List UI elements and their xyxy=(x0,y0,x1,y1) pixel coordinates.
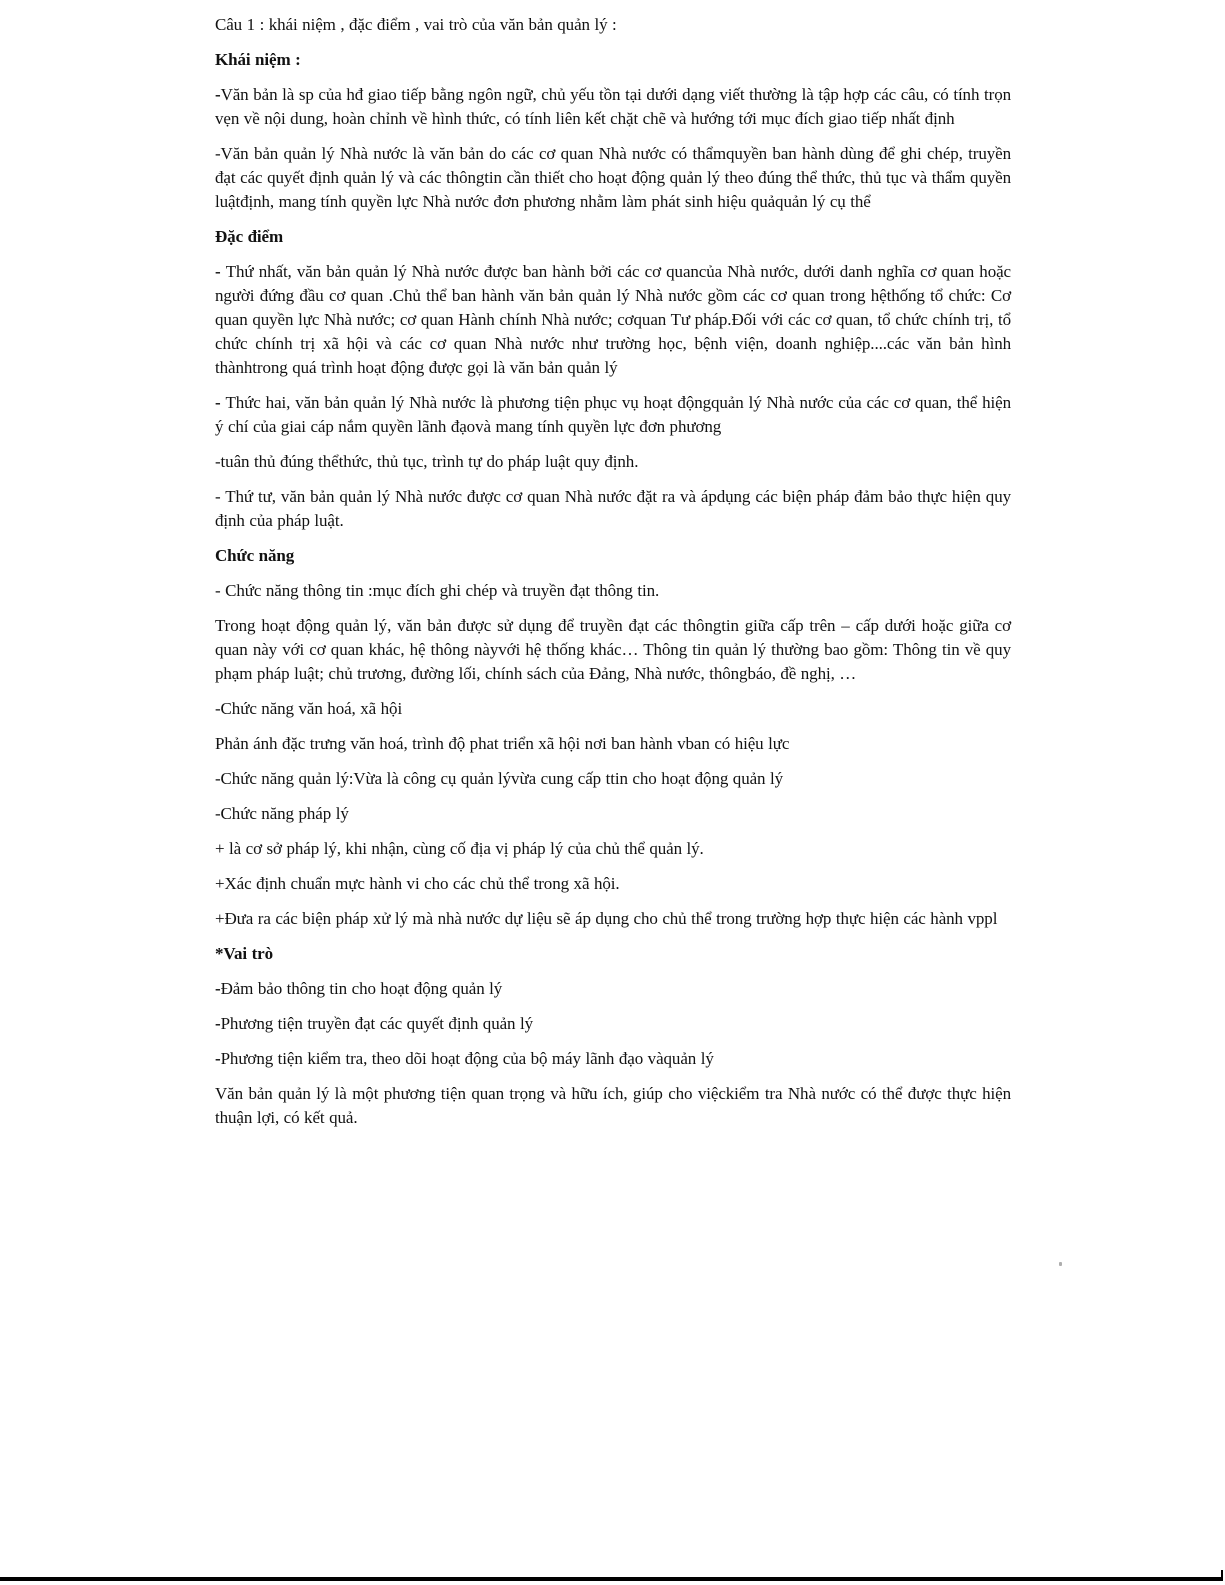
paragraph-text: -Chức năng văn hoá, xã hội xyxy=(215,699,403,718)
paragraph-prefix: - xyxy=(215,1014,221,1033)
text-content xyxy=(215,13,1011,1141)
paragraph-text: + là cơ sở pháp lý, khi nhận, cùng cố địa vị pháp lý của chủ thể quản lý. xyxy=(215,839,704,858)
paragraph-text: Thức hai, văn bản quản lý Nhà nước là phương tiện phục vụ hoạt độngquản lý Nhà nước của các cơ quan, thể hiện ý chí của giai cáp nắm quyền lãnh đạovà mang tính quyền lực đơn phương xyxy=(215,393,1011,436)
paragraph xyxy=(215,450,1011,474)
paragraph-text: Phương tiện kiểm tra, theo dõi hoạt động của bộ máy lãnh đạo vàquản lý xyxy=(220,1049,714,1068)
paragraph-text: -tuân thủ đúng thểthức, thủ tục, trình tự do pháp luật quy định. xyxy=(215,452,639,471)
heading-text: Khái niệm : xyxy=(215,50,301,69)
paragraph xyxy=(215,907,1011,931)
section-heading-dac-diem xyxy=(215,225,1011,249)
heading-text: Đặc điểm xyxy=(215,227,284,246)
paragraph xyxy=(215,614,1011,686)
paragraph xyxy=(215,391,1011,439)
paragraph-text: - Thứ tư, văn bản quản lý Nhà nước được cơ quan Nhà nước đặt ra và ápdụng các biện pháp đảm bảo thực hiện quy định của pháp luật. xyxy=(215,487,1011,530)
paragraph-text: +Xác định chuẩn mực hành vi cho các chủ thể trong xã hội. xyxy=(215,874,620,893)
page-bottom-rule xyxy=(0,1577,1223,1581)
paragraph xyxy=(215,977,1011,1001)
paragraph xyxy=(215,1012,1011,1036)
paragraph xyxy=(215,767,1011,791)
paragraph-text: -Văn bản quản lý Nhà nước là văn bản do các cơ quan Nhà nước có thẩmquyền ban hành dùng để ghi chép, truyền đạt các quyết định quản lý và các thôngtin cần thiết cho hoạt động quản lý theo đúng thể thức, thủ tục và thẩm quyền luậtđịnh, mang tính quyền lực Nhà nước đơn phương nhằm làm phát sinh hiệu quảquản lý cụ thể xyxy=(215,144,1011,211)
paragraph xyxy=(215,1082,1011,1130)
question-title xyxy=(215,13,1011,37)
paragraph xyxy=(215,83,1011,131)
section-heading-chuc-nang xyxy=(215,544,1011,568)
paragraph xyxy=(215,260,1011,380)
paragraph xyxy=(215,485,1011,533)
scan-artifact-speck xyxy=(1059,1262,1062,1266)
paragraph xyxy=(215,142,1011,214)
paragraph xyxy=(215,1047,1011,1071)
paragraph-text: Phản ánh đặc trưng văn hoá, trình độ phat triển xã hội nơi ban hành vban có hiệu lực xyxy=(215,734,790,753)
paragraph-prefix: - xyxy=(215,85,221,104)
paragraph-text: Trong hoạt động quản lý, văn bản được sử dụng để truyền đạt các thôngtin giữa cấp trên – cấp dưới hoặc giữa cơ quan này với cơ quan khác, hệ thông nàyvới hệ thống khác… Thông tin quản lý thường bao gồm: Thông tin về quy phạm pháp luật; chủ trương, đường lối, chính sách của Đảng, Nhà nước, thôngbáo, đề nghị, … xyxy=(215,616,1011,683)
section-heading-vai-tro xyxy=(215,942,1011,966)
paragraph-text: +Đưa ra các biện pháp xử lý mà nhà nước dự liệu sẽ áp dụng cho chủ thể trong trường hợp thực hiện các hành vppl xyxy=(215,909,998,928)
paragraph-prefix: - xyxy=(215,1049,221,1068)
heading-text: *Vai trò xyxy=(215,944,273,963)
paragraph xyxy=(215,872,1011,896)
paragraph-text: Thứ nhất, văn bản quản lý Nhà nước được ban hành bởi các cơ quancủa Nhà nước, dưới danh nghĩa cơ quan hoặc người đứng đầu cơ quan .Chủ thể ban hành văn bản quản lý Nhà nước gồm các cơ quan trong hệthống tổ chức: Cơ quan quyền lực Nhà nước; cơ quan Hành chính Nhà nước; cơquan Tư pháp.Đối với các cơ quan, tổ chức chính trị, tổ chức chính trị xã hội và các cơ quan Nhà nước như trường học, bệnh viện, doanh nghiệp....các văn bản hình thànhtrong quá trình hoạt động được gọi là văn bản quản lý xyxy=(215,262,1011,377)
paragraph-text: Văn bản quản lý là một phương tiện quan trọng và hữu ích, giúp cho việckiểm tra Nhà nước có thể được thực hiện thuận lợi, có kết quả. xyxy=(215,1084,1011,1127)
paragraph-text: Phương tiện truyền đạt các quyết định quản lý xyxy=(220,1014,534,1033)
heading-text: Chức năng xyxy=(215,546,295,565)
page-bottom-rule-tick xyxy=(1221,1570,1223,1581)
paragraph xyxy=(215,837,1011,861)
paragraph-text: -Chức năng quản lý:Vừa là công cụ quản lývừa cung cấp ttin cho hoạt động quản lý xyxy=(215,769,784,788)
paragraph-text: Đảm bảo thông tin cho hoạt động quản lý xyxy=(220,979,503,998)
paragraph-prefix: - xyxy=(215,393,226,412)
paragraph-text: Câu 1 : khái niệm , đặc điểm , vai trò của văn bản quản lý : xyxy=(215,15,617,34)
paragraph xyxy=(215,579,1011,603)
paragraph-prefix: - xyxy=(215,979,221,998)
paragraph xyxy=(215,732,1011,756)
paragraph-prefix: - xyxy=(215,262,226,281)
paragraph-text: - Chức năng thông tin :mục đích ghi chép và truyền đạt thông tin. xyxy=(215,581,660,600)
section-heading-khai-niem xyxy=(215,48,1011,72)
paragraph xyxy=(215,697,1011,721)
paragraph xyxy=(215,802,1011,826)
paragraph-text: Văn bản là sp của hđ giao tiếp bằng ngôn ngữ, chủ yếu tồn tại dưới dạng viết thường là tập hợp các câu, có tính trọn vẹn về nội dung, hoàn chỉnh về hình thức, có tính liên kết chặt chẽ và hướng tới mục đích giao tiếp nhất định xyxy=(215,85,1011,128)
paragraph-text: -Chức năng pháp lý xyxy=(215,804,349,823)
